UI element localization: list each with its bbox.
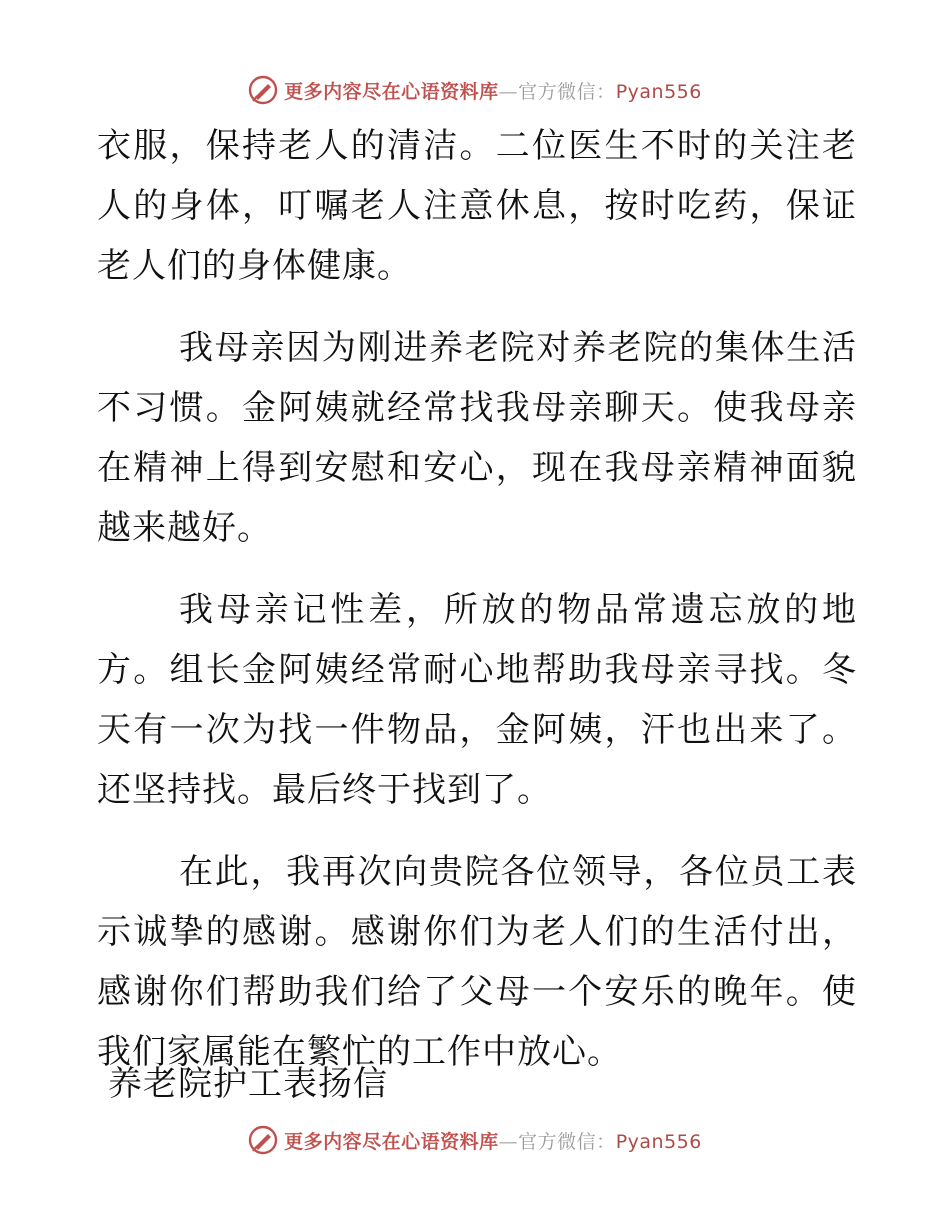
watermark-account: Pyan556 bbox=[615, 1130, 702, 1153]
watermark-dash: — bbox=[498, 1130, 519, 1153]
header-watermark bbox=[0, 70, 950, 110]
document-body bbox=[97, 116, 857, 1082]
watermark-sub: 官方微信： bbox=[518, 1130, 616, 1153]
watermark-dash: — bbox=[498, 80, 519, 103]
watermark-account: Pyan556 bbox=[615, 80, 702, 103]
watermark-text bbox=[284, 77, 702, 104]
paragraph-2: 我母亲因为刚进养老院对养老院的集体生活不习惯。金阿姨就经常找我母亲聊天。使我母亲在精神上得到安慰和安心，现在我母亲精神面貌越来越好。 bbox=[97, 328, 857, 548]
paragraph-3: 我母亲记性差，所放的物品常遗忘放的地方。组长金阿姨经常耐心地帮助我母亲寻找。冬天有一次为找一件物品，金阿姨，汗也出来了。还坚持找。最后终于找到了。 bbox=[97, 590, 857, 810]
footer-watermark bbox=[0, 1120, 950, 1160]
watermark-text bbox=[284, 1127, 702, 1154]
paragraph-4: 在此，我再次向贵院各位领导，各位员工表示诚挚的感谢。感谢你们为老人们的生活付出，感谢你们帮助我们给了父母一个安乐的晚年。使我们家属能在繁忙的工作中放心。 bbox=[97, 852, 857, 1072]
watermark-main: 更多内容尽在心语资料库 bbox=[284, 1130, 499, 1153]
document-title: 养老院护工表扬信 bbox=[108, 1064, 388, 1104]
paragraph-1: 衣服，保持老人的清洁。二位医生不时的关注老人的身体，叮嘱老人注意休息，按时吃药，保证老人们的身体健康。 bbox=[97, 126, 857, 286]
watermark-sub: 官方微信： bbox=[518, 80, 616, 103]
watermark-main: 更多内容尽在心语资料库 bbox=[284, 80, 499, 103]
quill-logo-icon bbox=[248, 1125, 278, 1155]
quill-logo-icon bbox=[248, 75, 278, 105]
